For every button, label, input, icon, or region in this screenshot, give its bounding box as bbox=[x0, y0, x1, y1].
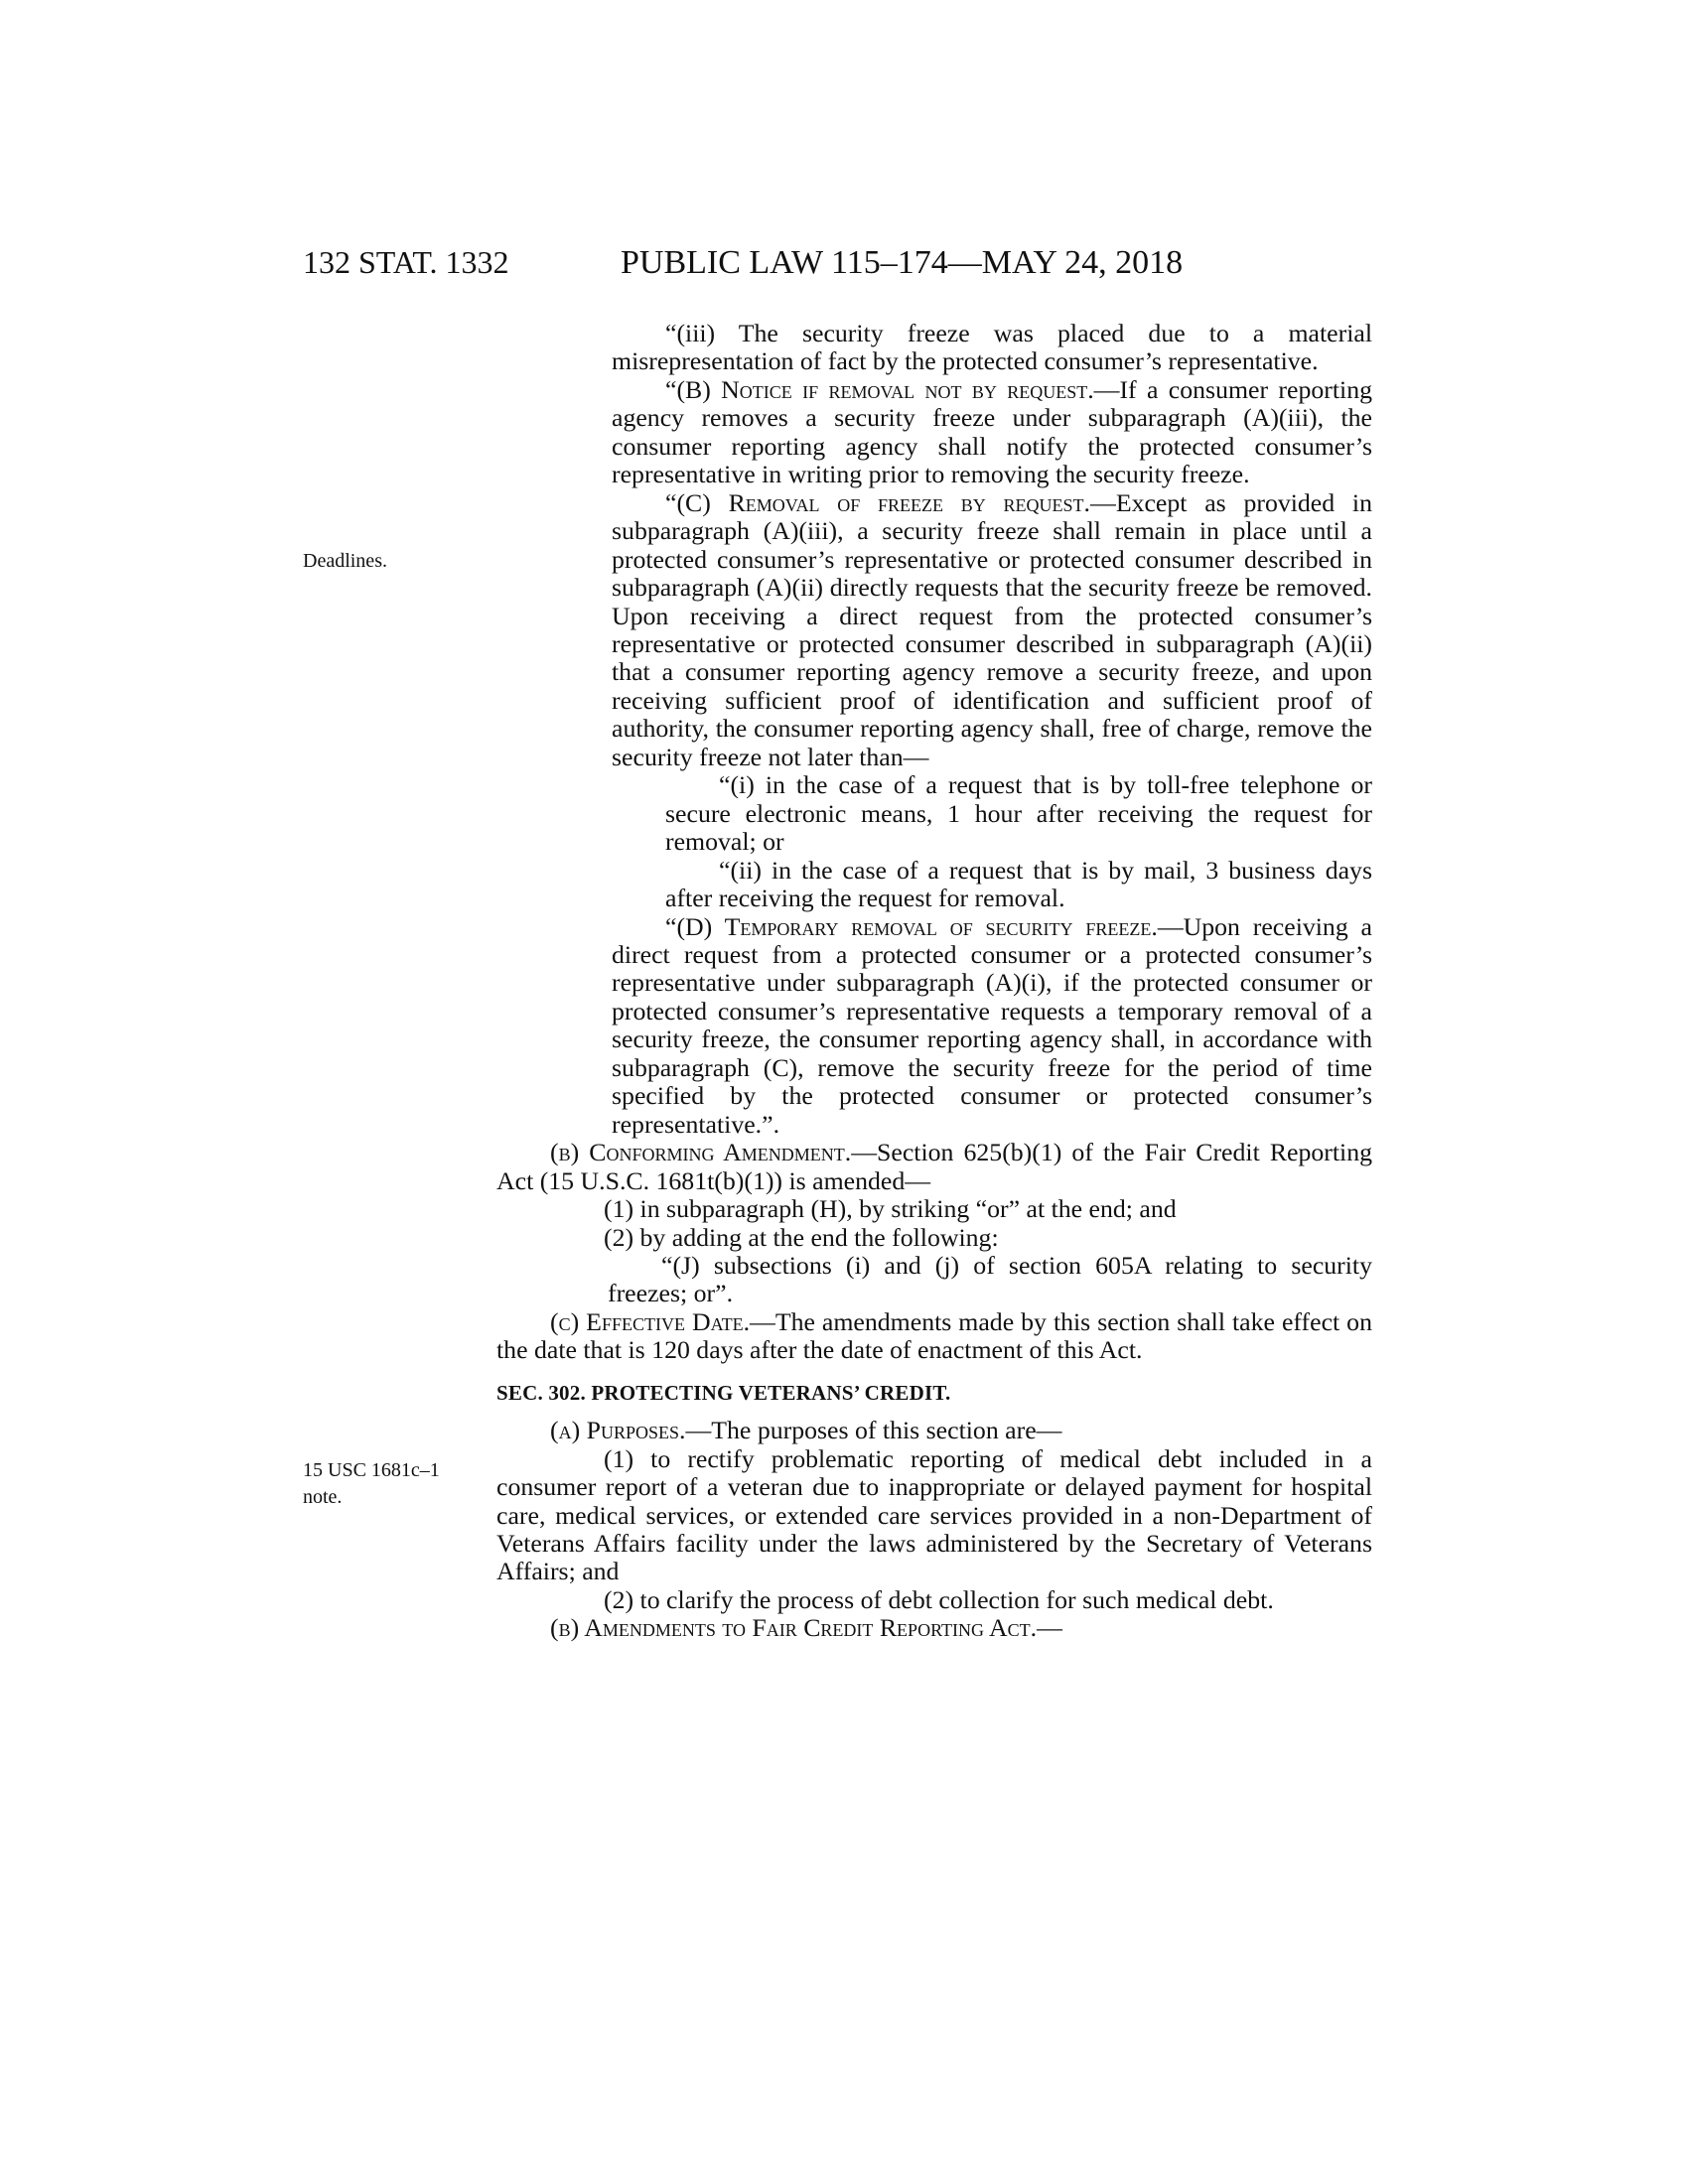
subsection-b bbox=[496, 1139, 1372, 1195]
paragraph-a-1: (1) to rectify problematic reporting of medical debt included in a consumer report of a veteran due to inappropriate or delayed payment for hospital care, medical services, or extended care services provided in a non-Department of Veterans Affairs facility under the laws administered by the Secretary of Veterans Affairs; and bbox=[496, 1443, 1372, 1586]
subparagraph-b bbox=[612, 376, 1372, 489]
statute-reference: 132 STAT. 1332 bbox=[303, 244, 509, 280]
margin-note-deadlines: Deadlines. bbox=[303, 550, 387, 572]
section-302-heading: SEC. 302. PROTECTING VETERANS’ CREDIT. bbox=[496, 1380, 951, 1405]
subsection-b-text: —Section 625(b)(1) of the Fair Credit Reporting Act (15 U.S.C. 1681t(b)(1)) is amended— bbox=[496, 1138, 1372, 1195]
public-law-title: PUBLIC LAW 115–174—MAY 24, 2018 bbox=[621, 244, 1184, 281]
subsection-c-heading: (c) Effective Date. bbox=[550, 1306, 751, 1336]
paragraph-b-j: “(J) subsections (i) and (j) of section 605A relating to security freezes; or”. bbox=[608, 1250, 1372, 1308]
document-body bbox=[496, 320, 1372, 1643]
margin-note-usc: 15 USC 1681c–1 note. bbox=[303, 1459, 440, 1508]
clause-c-ii: “(ii) in the case of a request that is by mail, 3 business days after receiving the request for removal. bbox=[665, 855, 1372, 913]
subparagraph-b-heading: “(B) Notice if removal not by request. bbox=[665, 374, 1094, 404]
subsection-b-amendments-text: — bbox=[1037, 1613, 1062, 1643]
subsection-c bbox=[496, 1308, 1372, 1365]
subsection-b-heading: (b) Conforming Amendment. bbox=[550, 1138, 852, 1167]
subparagraph-c-heading: “(C) Removal of freeze by request. bbox=[665, 487, 1091, 517]
clause-iii: “(iii) The security freeze was placed due to a material misrepresentation of fact by the protected consumer’s representative. bbox=[612, 319, 1372, 376]
subparagraph-d bbox=[612, 913, 1372, 1140]
subsection-b-amendments-heading: (b) Amendments to Fair Credit Reporting Act. bbox=[550, 1613, 1038, 1643]
subparagraph-d-heading: “(D) Temporary removal of security freeze. bbox=[665, 911, 1158, 941]
subparagraph-c bbox=[612, 489, 1372, 772]
subsection-a bbox=[496, 1417, 1372, 1444]
clause-c-i: “(i) in the case of a request that is by toll-free telephone or secure electronic means, 1 hour after receiving the request for removal; or bbox=[665, 770, 1372, 857]
subsection-c-text: —The amendments made by this section shall take effect on the date that is 120 days after the date of enactment of this Act. bbox=[496, 1306, 1372, 1365]
subparagraph-c-text: —Except as provided in subparagraph (A)(iii), a security freeze shall remain in place until a protected consumer’s representative or protected consumer described in subparagraph (A)(ii) directly requests that the security freeze be removed. Upon receiving a direct request from the protected consumer’s representative or protected consumer described in subparagraph (A)(ii) that a consumer reporting agency remove a security freeze, and upon receiving sufficient proof of identification and sufficient proof of authority, the consumer reporting agency shall, free of charge, remove the security freeze not later than— bbox=[612, 487, 1372, 771]
paragraph-a-2: (2) to clarify the process of debt collection for such medical debt. bbox=[604, 1584, 1274, 1614]
subsection-b-amendments bbox=[496, 1614, 1372, 1642]
subparagraph-b-text: —If a consumer reporting agency removes a security freeze under subparagraph (A)(iii), the consumer reporting agency shall notify the protected consumer’s representative in writing prior to removing the security freeze. bbox=[612, 374, 1372, 489]
subsection-a-text: —The purposes of this section are— bbox=[685, 1416, 1062, 1445]
paragraph-b-2: (2) by adding at the end the following: bbox=[604, 1222, 999, 1252]
paragraph-b-1: (1) in subparagraph (H), by striking “or” at the end; and bbox=[604, 1194, 1177, 1224]
subsection-a-heading: (a) Purposes. bbox=[550, 1416, 686, 1445]
page-header bbox=[0, 244, 1688, 284]
subparagraph-d-text: —Upon receiving a direct request from a protected consumer or a protected consumer’s representative under subparagraph (A)(i), if the protected consumer or protected consumer’s representative requests a temporary removal of a security freeze, the consumer reporting agency shall, in accordance with subparagraph (C), remove the security freeze for the period of time specified by the protected consumer or protected consumer’s representative.”. bbox=[612, 911, 1372, 1139]
